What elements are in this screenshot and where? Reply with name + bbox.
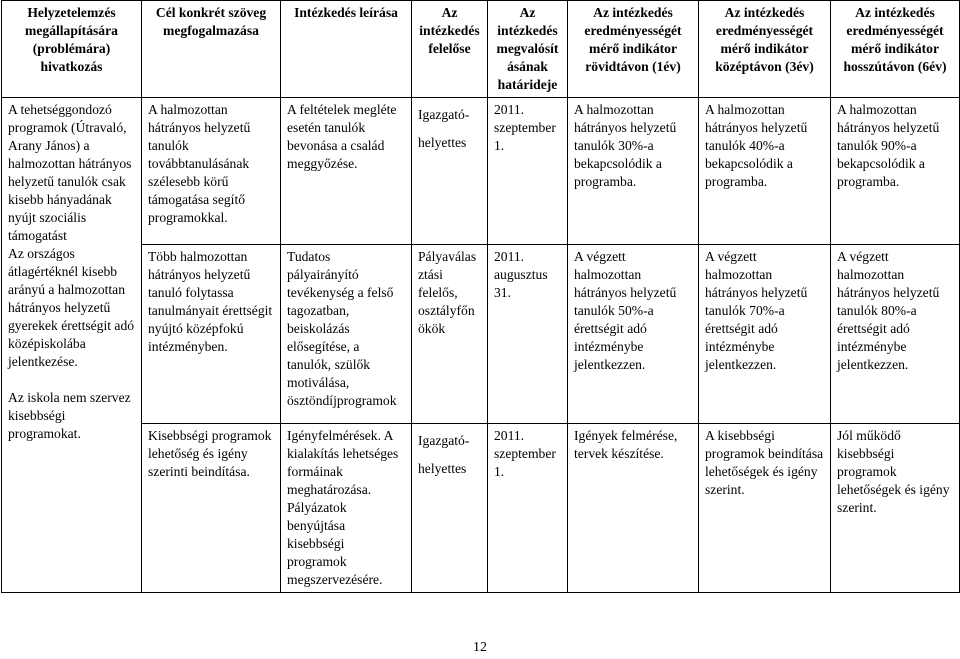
deadline-cell: 2011. szeptember 1. <box>488 424 568 593</box>
indicator-long-cell: A végzett halmozottan hátrányos helyzetű tanulók 80%-a érettségit adó intézménybe jelentkezzen. <box>831 245 960 424</box>
problem-text-c: Az iskola nem szervez kisebbségi programokat. <box>8 390 131 441</box>
goal-cell: Kisebbségi programok lehetőség és igény szerinti beindítása. <box>142 424 281 593</box>
header-problem-reference: Helyzetelemzés megállapítására (problémára) hivatkozás <box>2 1 142 98</box>
deadline-cell: 2011. augusztus 31. <box>488 245 568 424</box>
responsible-cell: Igazgató-helyettes <box>412 98 488 245</box>
table-header-row <box>2 1 960 98</box>
header-deadline: Az intézkedés megvalósításának határideje <box>488 1 568 98</box>
header-responsible: Az intézkedés felelőse <box>412 1 488 98</box>
problem-text-a: A tehetséggondozó programok (Útravaló, Arany János) a halmozottan hátrányos helyzetű tanulók csak kisebb hányadának nyújt szociális támogatást <box>8 102 132 243</box>
indicator-short-cell: Igények felmérése, tervek készítése. <box>568 424 699 593</box>
table-row <box>2 245 960 424</box>
action-cell: Tudatos pályairányító tevékenység a felső tagozatban, beiskolázás elősegítése, a tanulók, szülők motiválása, ösztöndíjprogramok <box>281 245 412 424</box>
header-action-description: Intézkedés leírása <box>281 1 412 98</box>
indicator-mid-cell: A halmozottan hátrányos helyzetű tanulók 40%-a bekapcsolódik a programba. <box>699 98 831 245</box>
problem-reference-cell <box>2 98 142 593</box>
responsible-cell: Pályaválasztási felelős, osztályfőnökök <box>412 245 488 424</box>
goal-cell: A halmozottan hátrányos helyzetű tanulók továbbtanulásának szélesebb körű támogatása segítő programokkal. <box>142 98 281 245</box>
action-plan-table <box>1 0 960 593</box>
indicator-mid-cell: A végzett halmozottan hátrányos helyzetű tanulók 70%-a érettségit adó intézménybe jelentkezzen. <box>699 245 831 424</box>
header-indicator-short: Az intézkedés eredményességét mérő indikátor rövidtávon (1év) <box>568 1 699 98</box>
action-cell: A feltételek megléte esetén tanulók bevonása a család meggyőzése. <box>281 98 412 245</box>
indicator-short-cell: A halmozottan hátrányos helyzetű tanulók 30%-a bekapcsolódik a programba. <box>568 98 699 245</box>
problem-text-b: Az országos átlagértéknél kisebb arányú a halmozottan hátrányos helyzetű gyerekek érettségit adó középiskolába jelentkezése. <box>8 246 135 369</box>
table-row <box>2 424 960 593</box>
page-number: 12 <box>473 640 487 655</box>
indicator-short-cell: A végzett halmozottan hátrányos helyzetű tanulók 50%-a érettségit adó intézménybe jelentkezzen. <box>568 245 699 424</box>
responsible-cell: Igazgató-helyettes <box>412 424 488 593</box>
indicator-mid-cell: A kisebbségi programok beindítása lehetőségek és igény szerint. <box>699 424 831 593</box>
header-indicator-mid: Az intézkedés eredményességét mérő indikátor középtávon (3év) <box>699 1 831 98</box>
table-row <box>2 98 960 245</box>
action-cell: Igényfelmérések. A kialakítás lehetséges formáinak meghatározása. Pályázatok benyújtása kisebbségi programok megszervezésére. <box>281 424 412 593</box>
goal-cell: Több halmozottan hátrányos helyzetű tanuló folytassa tanulmányait érettségit nyújtó középfokú intézményben. <box>142 245 281 424</box>
indicator-long-cell: A halmozottan hátrányos helyzetű tanulók 90%-a bekapcsolódik a programba. <box>831 98 960 245</box>
header-goal: Cél konkrét szöveg megfogalmazása <box>142 1 281 98</box>
deadline-cell: 2011. szeptember 1. <box>488 98 568 245</box>
header-indicator-long: Az intézkedés eredményességét mérő indikátor hosszútávon (6év) <box>831 1 960 98</box>
indicator-long-cell: Jól működő kisebbségi programok lehetőségek és igény szerint. <box>831 424 960 593</box>
